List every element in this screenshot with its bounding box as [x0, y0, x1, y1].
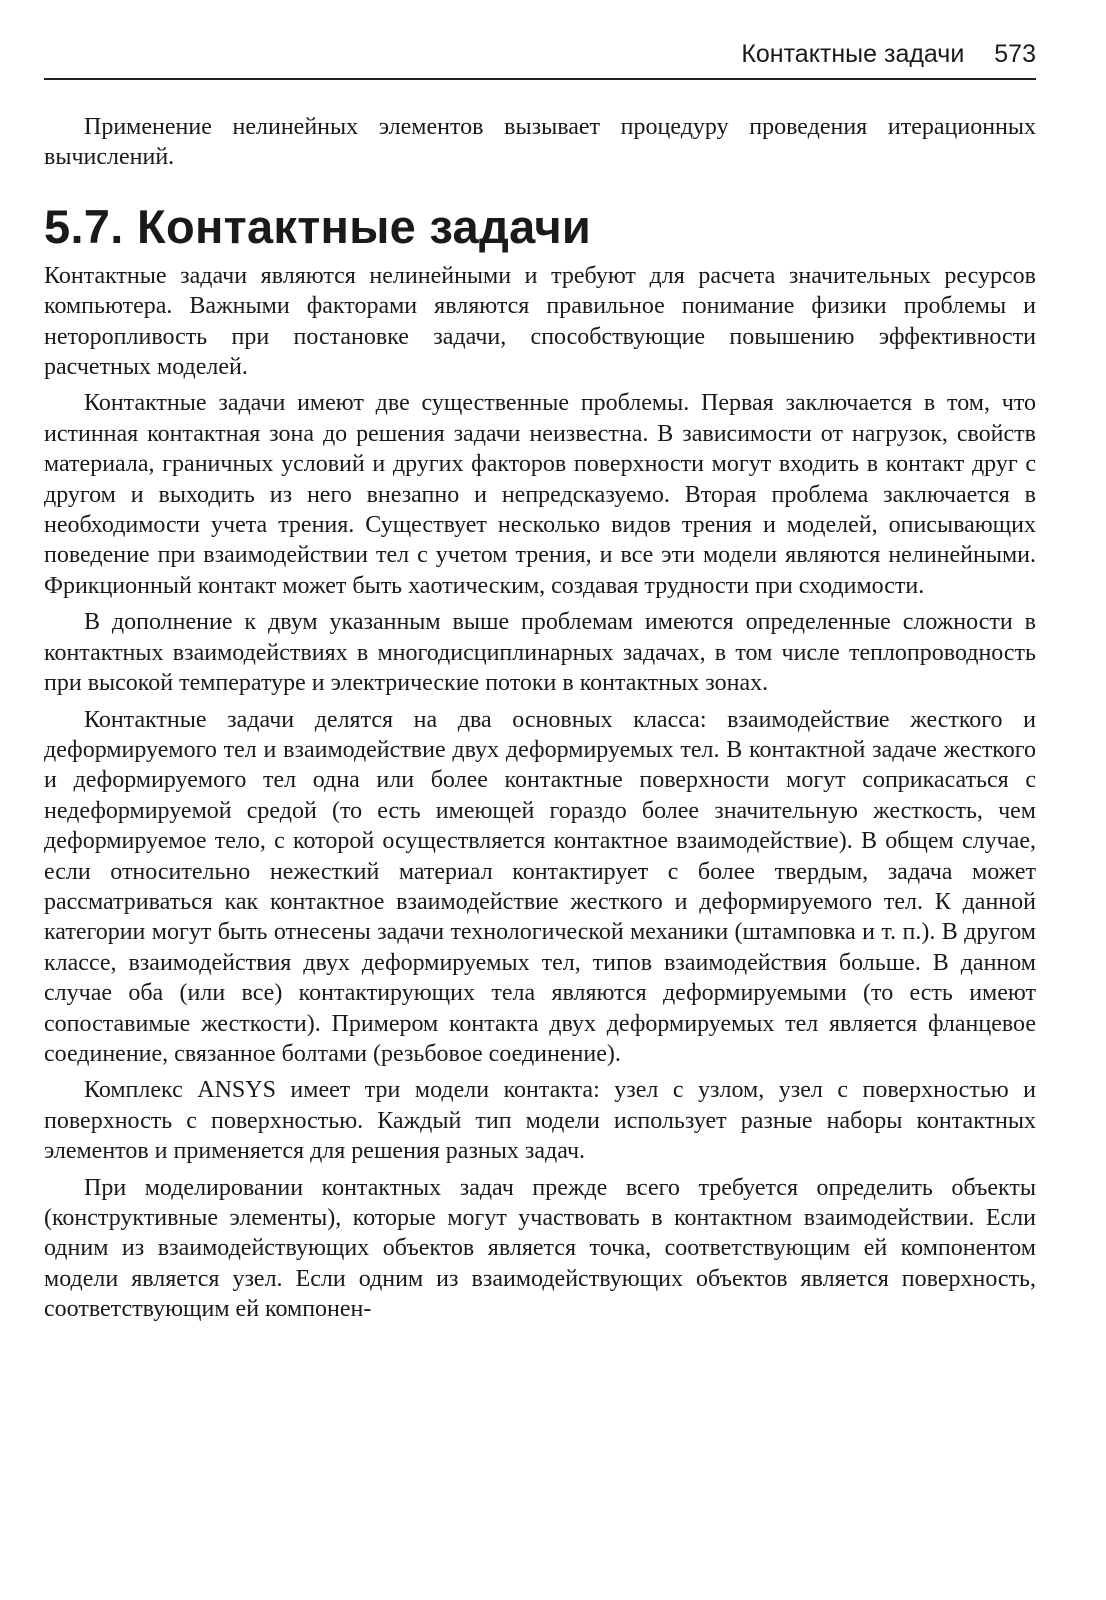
intro-paragraph: Применение нелинейных элементов вызывает процедуру проведения итерационных вычислений.: [44, 114, 1036, 171]
paragraph-5: Комплекс ANSYS имеет три модели контакта: узел с узлом, узел с поверхностью и поверхность с поверхностью. Каждый тип модели использует разные наборы контактных элементов и применяется для решения разных задач.: [44, 1077, 1036, 1165]
page-body: [44, 112, 1036, 1331]
paragraph-4: Контактные задачи делятся на два основных класса: взаимодействие жесткого и деформируемого тел и взаимодействие двух деформируемых тел. В контактной задаче жесткого и деформируемого тел одна или более контактные поверхности могут соприкасаться с недеформируемой средой (то есть имеющей гораздо более значительную жесткость, чем деформируемое тело, с которой осуществляется контактное взаимодействие). В общем случае, если относительно нежесткий материал контактирует с более твердым, задача может рассматриваться как контактное взаимодействие жесткого и деформируемого тел. К данной категории могут быть отнесены задачи технологической механики (штамповка и т. п.). В другом классе, взаимодействия двух деформируемых тел, типов взаимодействия больше. В данном случае оба (или все) контактирующих тела являются деформируемыми (то есть имеют сопоставимые жесткости). Примером контакта двух деформируемых тел является фланцевое соединение, связанное болтами (резьбовое соединение).: [44, 706, 1036, 1067]
running-title: Контактные задачи: [741, 40, 965, 68]
paragraph-6: При моделировании контактных задач прежде всего требуется определить объекты (конструктивные элементы), которые могут участвовать в контактном взаимодействии. Если одним из взаимодействующих объектов является точка, соответствующим ей компонентом модели является узел. Если одним из взаимодействующих объектов является поверхность, соответствующим ей компонен-: [44, 1174, 1036, 1323]
book-page: [44, 0, 1036, 1600]
section-title: 5.7. Контактные задачи: [44, 199, 592, 253]
running-header: [741, 34, 1036, 74]
page-number: 573: [994, 40, 1036, 68]
paragraph-1: Контактные задачи являются нелинейными и требуют для расчета значительных ресурсов компьютера. Важными факторами являются правильное понимание физики проблемы и неторопливость при постановке задачи, способствующие повышению эффективности расчетных моделей.: [44, 262, 1036, 381]
paragraph-3: В дополнение к двум указанным выше проблемам имеются определенные сложности в контактных взаимодействиях в многодисциплинарных задачах, в том числе теплопроводность при высокой температуре и электрические потоки в контактных зонах.: [44, 609, 1036, 697]
paragraph-2: Контактные задачи имеют две существенные проблемы. Первая заключается в том, что истинная контактная зона до решения задачи неизвестна. В зависимости от нагрузок, свойств материала, граничных условий и других факторов поверхности могут входить в контакт друг с другом и выходить из него внезапно и непредсказуемо. Вторая проблема заключается в необходимости учета трения. Существует несколько видов трения и моделей, описывающих поведение при взаимодействии тел с учетом трения, и все эти модели являются нелинейными. Фрикционный контакт может быть хаотическим, создавая трудности при сходимости.: [44, 390, 1036, 599]
header-rule: [44, 78, 1036, 80]
